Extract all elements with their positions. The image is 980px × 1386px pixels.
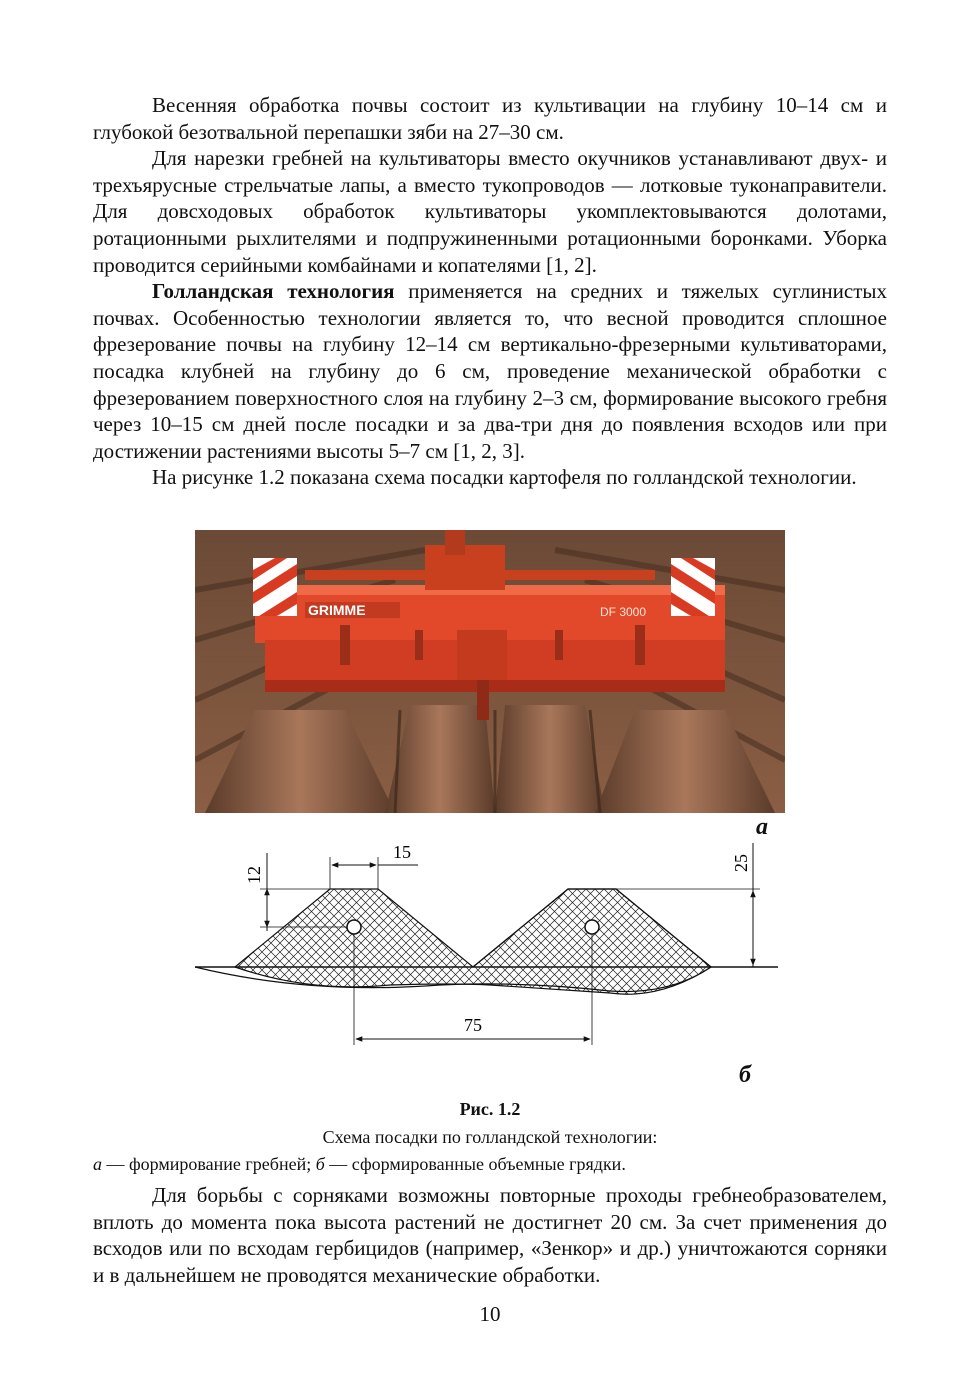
machine-photo-drawing <box>195 530 785 813</box>
machine-model-text: DF 3000 <box>600 605 647 619</box>
machine-photo <box>195 530 785 813</box>
figure-caption-title: Рис. 1.2 <box>459 1099 521 1119</box>
dim-top-width: 15 <box>393 842 411 862</box>
ridge-cross-section-diagram <box>190 835 790 1055</box>
paragraph-weed-control: Для борьбы с сорняками возможны повторные проходы гребнеобразователем, вплоть до момента пока высота растений не достигнет 20 см. За счет применения до всходов или по всходам гербицидов (например, «Зенкор» и др.) уничтожаются сорняки и в дальнейшем не проводятся механические обработки. <box>93 1183 887 1287</box>
page-number: 10 <box>479 1302 501 1326</box>
figure-label-b: б <box>739 1062 751 1088</box>
figure-caption-line1: Схема посадки по голландской технологии: <box>322 1127 658 1147</box>
dim-height-right: 25 <box>731 854 751 872</box>
figure-caption-line2: а — формирование гребней; б — сформированные объемные грядки. <box>93 1154 626 1174</box>
paragraph-dutch-technology: Голландская технология применяется на средних и тяжелых суглинистых почвах. Особенностью технологии является то, что весной проводится сплошное фрезерование почвы на глубину 12–14 см вертикально-фрезерными культиваторами, посадка клубней на глубину до 6 см, проведение механической обработки с фрезерованием поверхностного слоя на глубину 2–3 см, формирование высокого гребня через 10–15 см дней после посадки и за два-три дня до появления всходов или при достижении растениями высоты 5–7 см [1, 2, 3]. <box>93 279 887 463</box>
body-text-bottom <box>93 1182 887 1288</box>
figure-label-a: а <box>756 814 768 840</box>
machine-brand-text: GRIMME <box>308 602 366 618</box>
paragraph-ridge-cutting: Для нарезки гребней на культиваторы вместо окучников устанавливают двух- и трехъярусные стрельчатые лапы, а вместо тукопроводов — лотковые туконаправители. Для довсходовых обработок культиваторы укомплектовываются долотами, ротационными рыхлителями и подпружиненными ротационными боронками. Уборка проводится серийными комбайнами и копателями [1, 2]. <box>93 146 887 277</box>
ridge-diagram-svg <box>190 835 790 1055</box>
dim-spacing: 75 <box>464 1015 482 1035</box>
body-text-top <box>93 92 887 491</box>
term-dutch-technology: Голландская технология <box>152 279 395 304</box>
paragraph-spring-tillage: Весенняя обработка почвы состоит из культивации на глубину 10–14 см и глубокой безотвальной перепашки зяби на 27–30 см. <box>93 93 887 144</box>
paragraph-figure-reference: На рисунке 1.2 показана схема посадки картофеля по голландской технологии. <box>152 465 857 490</box>
dim-height-left: 12 <box>244 866 264 884</box>
